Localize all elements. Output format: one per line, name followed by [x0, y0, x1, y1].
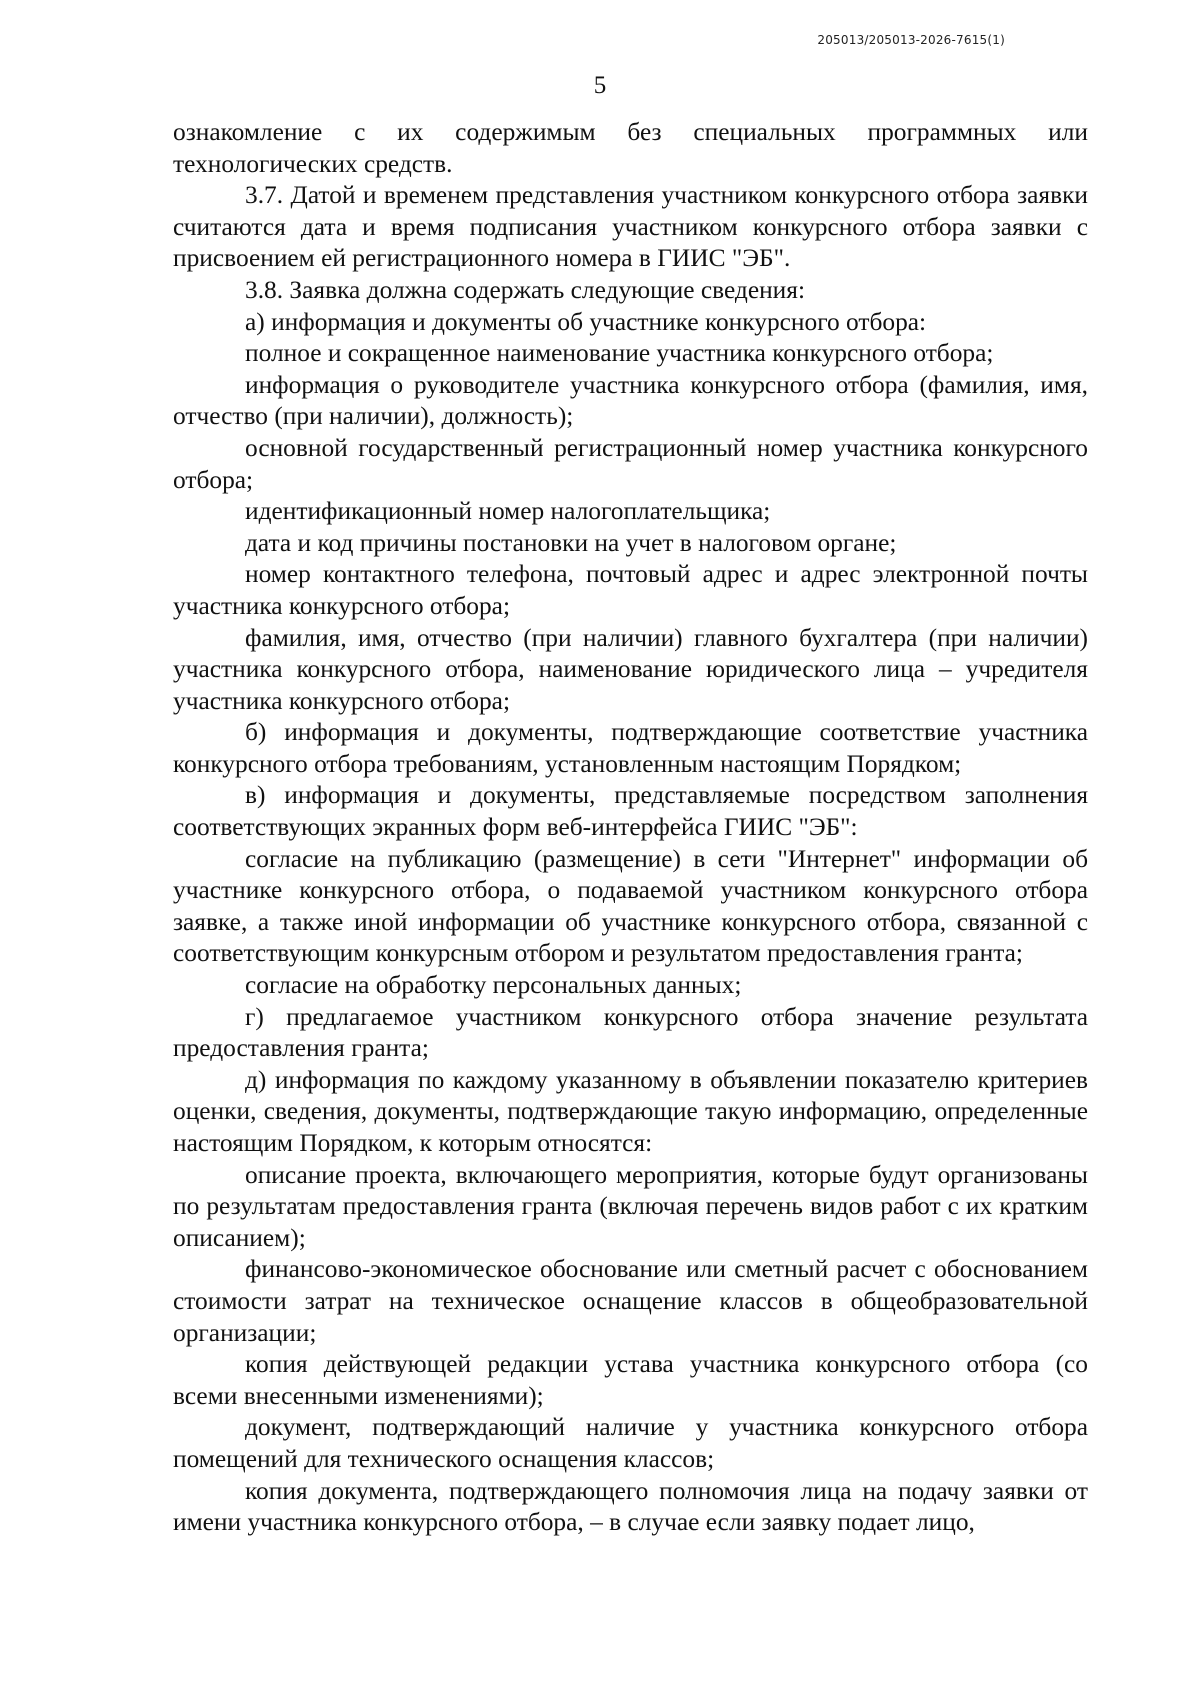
paragraph-4: а) информация и документы об участнике конкурсного отбора: [245, 307, 927, 336]
paragraph-16: г) предлагаемое участником конкурсного отбора значение результата предоставления гранта; [173, 1002, 1088, 1063]
paragraph-13: в) информация и документы, представляемые посредством заполнения соответствующих экранных форм веб-интерфейса ГИИС "ЭБ": [173, 781, 1088, 842]
paragraph-19: финансово-экономическое обоснование или сметный расчет с обоснованием стоимости затрат на техническое оснащение классов в общеобразовательной организации; [173, 1255, 1088, 1347]
paragraph-8: идентификационный номер налогоплательщика; [245, 497, 771, 526]
paragraph-6: информация о руководителе участника конкурсного отбора (фамилия, имя, отчество (при наличии), должность); [173, 370, 1088, 431]
paragraph-20: копия действующей редакции устава участника конкурсного отбора (со всеми внесенными изменениями); [173, 1350, 1088, 1410]
document-id: 205013/205013-2026-7615(1) [817, 33, 1005, 47]
paragraph-9: дата и код причины постановки на учет в налоговом органе; [245, 528, 897, 557]
paragraph-7: основной государственный регистрационный номер участника конкурсного отбора; [173, 433, 1088, 494]
page-number: 5 [593, 72, 607, 99]
paragraph-5: полное и сокращенное наименование участника конкурсного отбора; [245, 339, 994, 368]
paragraph-3: 3.8. Заявка должна содержать следующие сведения: [245, 275, 806, 304]
paragraph-11: фамилия, имя, отчество (при наличии) главного бухгалтера (при наличии) участника конкурсного отбора, наименование юридического лица – учредителя участника конкурсного отбора; [173, 623, 1088, 715]
paragraph-17: д) информация по каждому указанному в объявлении показателю критериев оценки, сведения, документы, подтверждающие такую информацию, определенные настоящим Порядком, к которым относятся: [173, 1065, 1088, 1157]
paragraph-12: б) информация и документы, подтверждающие соответствие участника конкурсного отбора требованиям, установленным настоящим Порядком; [173, 718, 1088, 778]
paragraph-10: номер контактного телефона, почтовый адрес и адрес электронной почты участника конкурсного отбора; [173, 560, 1088, 620]
paragraph-18: описание проекта, включающего мероприятия, которые будут организованы по результатам предоставления гранта (включая перечень видов работ с их кратким описанием); [173, 1160, 1088, 1252]
paragraph-22: копия документа, подтверждающего полномочия лица на подачу заявки от имени участника конкурсного отбора, – в случае если заявку подает лицо, [173, 1476, 1088, 1537]
paragraph-15: согласие на обработку персональных данных; [245, 971, 742, 1000]
paragraph-2: 3.7. Датой и временем представления участником конкурсного отбора заявки считаются дата и время подписания участником конкурсного отбора заявки с присвоением ей регистрационного номера в ГИИС "ЭБ". [173, 181, 1088, 273]
paragraph-21: документ, подтверждающий наличие у участника конкурсного отбора помещений для технического оснащения классов; [173, 1413, 1088, 1473]
paragraph-14: согласие на публикацию (размещение) в сети "Интернет" информации об участнике конкурсного отбора, о подаваемой участником конкурсного отбора заявке, а также иной информации об участнике конкурсного отбора, связанной с соответствующим конкурсным отбором и результатом предоставления гранта; [173, 844, 1088, 968]
paragraph-1: ознакомление с их содержимым без специальных программных или технологических средств. [173, 118, 1088, 178]
document-body [173, 117, 1088, 1539]
